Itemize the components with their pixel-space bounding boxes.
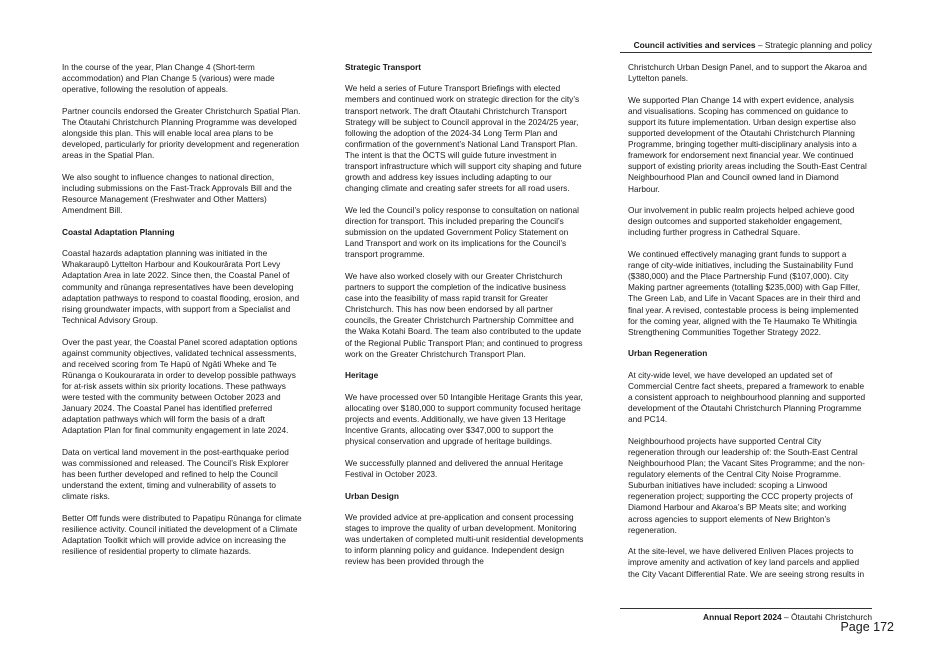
paragraph: Better Off funds were distributed to Papatipu Rūnanga for climate resilience activity. Council initiated the development of a Climate Adaptation Toolkit which will provide advice on increasing the resilience of residential property to climate hazards. xyxy=(62,513,302,557)
paragraph: We also sought to influence changes to national direction, including submissions on the Fast-Track Approvals Bill and the Resource Management (Freshwater and Other Matters) Amendment Bill. xyxy=(62,171,292,216)
header-separator: – xyxy=(755,40,765,50)
paragraph: Coastal hazards adaptation planning was initiated in the Whakaraupō Lyttelton Harbour and Koukourārata Port Levy Adaptation Area in late 2022. Since then, the Coastal Panel of community and rūnanga representatives have been developing adaptation pathways to respond to coastal flooding, erosion, and rising groundwater impacts, with support from a Specialist and Technical Advisory Group. xyxy=(62,248,300,325)
paragraph: We continued effectively managing grant funds to support a range of city-wide initiatives, including the Sustainability Fund ($380,000) and the Place Partnership Fund ($107,000). City Making partner agreements (totalling $235,000) with Gap Filler, The Green Lab, and Life in Vacant Spaces are in their third and final year. A revised, contestable process is being implemented for the coming year, aligned with the Te Haumako Te Whitingia Strengthening Communities Together Strategy 2022. xyxy=(628,249,861,337)
paragraph: We have also worked closely with our Greater Christchurch partners to support the completion of the indicative business case into the feasibility of mass rapid transit for Greater Christchurch. This has now been endorsed by all partner councils, the Greater Christchurch Partnership Committee and the Waka Kotahi Board. The team also contributed to the update of the Regional Public Transport Plan; and continued to progress work on the Greater Christchurch Transport Plan. xyxy=(345,270,583,359)
text-column-3 xyxy=(628,62,868,590)
section-heading: Urban Regeneration xyxy=(628,348,708,359)
paragraph: At city-wide level, we have developed an updated set of Commercial Centre fact sheets, prepared a framework to enable a consistent approach to neighbourhood planning and supported development of the Ōtautahi Christchurch Planning Programme and PC14. xyxy=(628,369,866,425)
running-footer xyxy=(620,612,872,622)
paragraph: We successfully planned and delivered the annual Heritage Festival in October 2023. xyxy=(345,457,564,479)
text-column-1 xyxy=(62,62,302,568)
paragraph: Neighbourhood projects have supported Central City regeneration through our leadership of: the South-East Central Neighbourhood Plan; the Vacant Sites Programme; and the non-regulatory elements of the Central City Noise Programme. Suburban initiatives have included: scoping a Linwood regeneration project; supporting the CCC property projects of Diamond Harbour and Akaroa’s BP Meats site; and working across agencies to support elements of New Brighton’s regeneration. xyxy=(628,435,865,535)
footer-separator: – xyxy=(781,612,791,622)
paragraph: Partner councils endorsed the Greater Christchurch Spatial Plan. The Ōtautahi Christchurch Planning Programme was developed alongside this plan. This will enable local area plans to be developed, particularly for priority development and regeneration areas in the Spatial Plan. xyxy=(62,105,301,161)
paragraph: We provided advice at pre-application and consent processing stages to improve the quality of urban development. Monitoring was undertaken of completed multi-unit residential developments to inform planning policy and guidance. Independent design review has been provided through the xyxy=(345,511,584,567)
section-heading: Coastal Adaptation Planning xyxy=(62,226,175,237)
section-heading: Strategic Transport xyxy=(345,62,422,72)
paragraph: Christchurch Urban Design Panel, and to support the Akaroa and Lyttelton panels. xyxy=(628,62,867,84)
paragraph: At the site-level, we have delivered Enliven Places projects to improve amenity and activation of key land parcels and applied the City Vacant Differential Rate. We are seeing strong results in xyxy=(628,546,865,579)
footer-report: Annual Report 2024 xyxy=(703,612,782,622)
paragraph: We led the Council’s policy response to consultation on national direction for transport. This included preparing the Council’s submission on the updated Government Policy Statement on Land Transport and work on its implications for the Council’s transport programme. xyxy=(345,204,579,260)
page-number: Page 172 xyxy=(840,620,894,634)
paragraph: We held a series of Future Transport Briefings with elected members and continued work on strategic direction for the city’s transport network. The draft Ōtautahi Christchurch Transport Strategy will be subject to Council approval in the 2024/25 year, following the adoption of the 2024-34 Long Term Plan and confirmation of the government’s National Land Transport Plan. The intent is that the ŌCTS will guide future investment in transport infrastructure which will support city shaping and future growth and address key issues including adapting to our changing climate and creating safer streets for all road users. xyxy=(345,83,582,194)
header-topic: Strategic planning and policy xyxy=(764,40,872,50)
paragraph: Over the past year, the Coastal Panel scored adaptation options against community objectives, validated technical assessments, and received scoring from Te Hapū of Ngāti Wheke and Te Rūnanga o Koukourarata in order to develop possible pathways for at-risk assets within six priority locations. These pathways were tested with the community between October 2023 and January 2024. The Coastal Panel has identified preferred adaptation pathways which will form the basis of a draft Adaptation Plan for final community engagement in late 2024. xyxy=(62,336,298,436)
paragraph: In the course of the year, Plan Change 4 (Short-term accommodation) and Plan Change 5 (various) were made operative, following the resolution of appeals. xyxy=(62,62,275,95)
text-column-2 xyxy=(345,62,585,578)
paragraph: We have processed over 50 Intangible Heritage Grants this year, allocating over $180,000 to support community focused heritage projects and events. Additionally, we have given 13 Heritage Incentive Grants, allocating over $347,000 to support the physical conservation and upgrade of heritage buildings. xyxy=(345,391,583,447)
running-header xyxy=(620,40,872,50)
footer-rule xyxy=(620,608,872,609)
paragraph: We supported Plan Change 14 with expert evidence, analysis and visualisations. Scoping has commenced on guidance to support its future implementation. Urban design expertise also supported development of the Ōtautahi Christchurch Planning Programme, bringing together multi-disciplinary analysis into a framework for endorsement next financial year. We continued support of existing priority areas including the South-East Central Neighbourhood Plan and Council owned land in Diamond Harbour. xyxy=(628,94,867,194)
header-rule xyxy=(620,52,872,53)
header-section: Council activities and services xyxy=(633,40,756,50)
section-heading: Heritage xyxy=(345,370,379,381)
section-heading: Urban Design xyxy=(345,490,399,501)
paragraph: Data on vertical land movement in the post-earthquake period was commissioned and released. The Council’s Risk Explorer has been further developed and refined to help the Council understand the extent, timing and vulnerability of assets to climate risks. xyxy=(62,446,289,502)
paragraph: Our involvement in public realm projects helped achieve good design outcomes and supported stakeholder engagement, including further progress in Cathedral Square. xyxy=(628,205,855,238)
footer-org: Ōtautahi Christchurch xyxy=(791,612,872,622)
